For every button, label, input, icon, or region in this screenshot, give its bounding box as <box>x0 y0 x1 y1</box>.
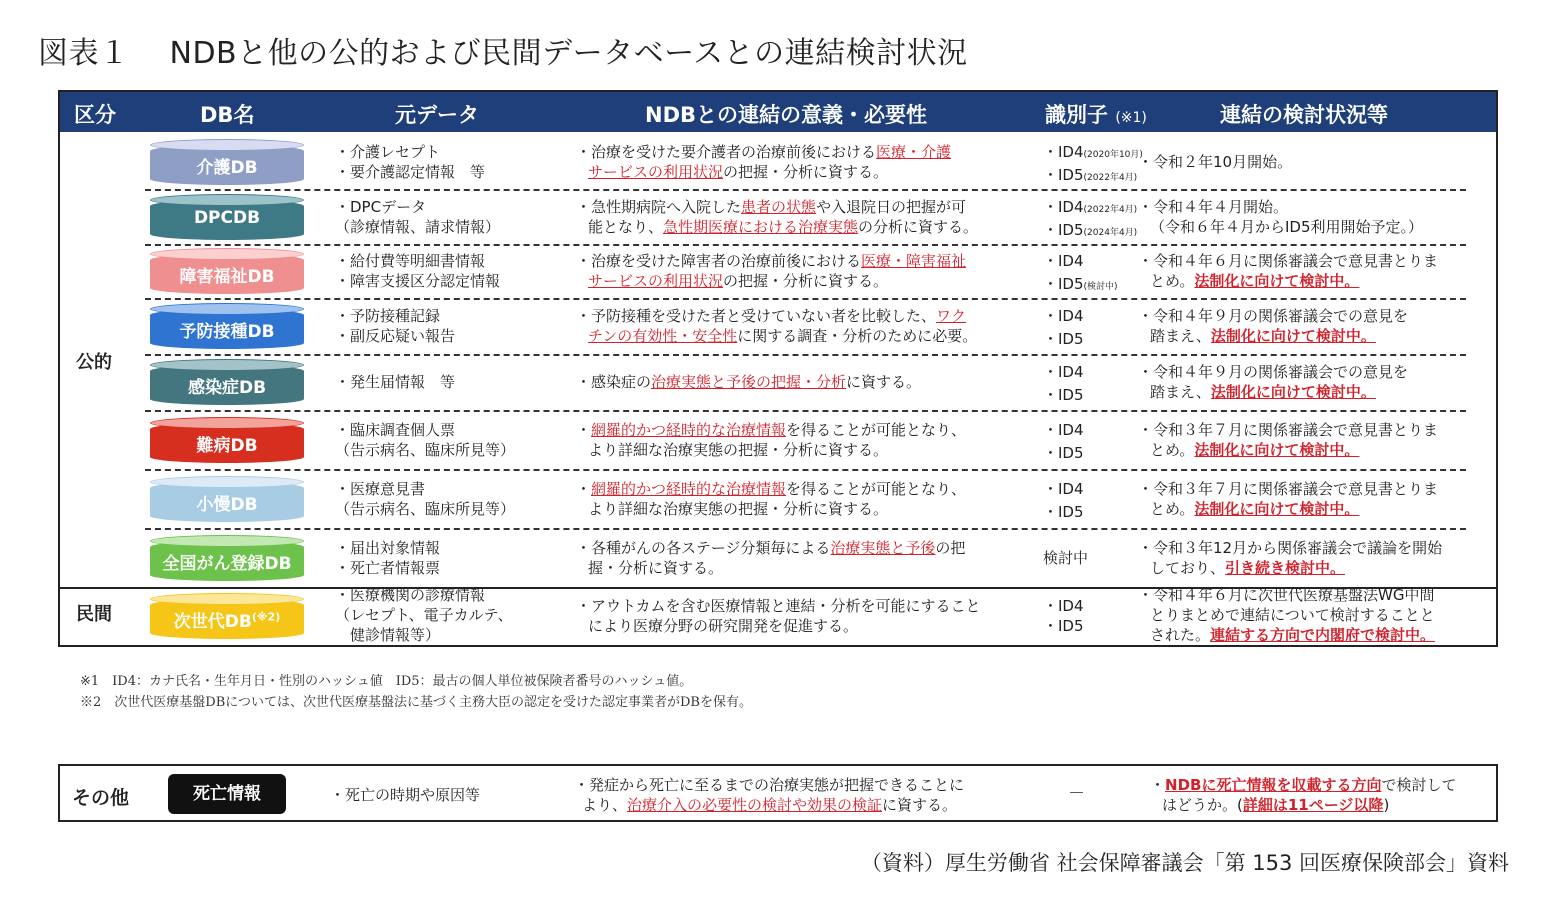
header-dbname: DB名 <box>200 103 255 127</box>
other-significance <box>574 775 964 815</box>
row-source-line: （告示病名、臨床所見等） <box>335 441 516 459</box>
row-status-highlight: 法制化に向けて検討中。 <box>1210 327 1376 345</box>
row-status <box>1138 362 1408 402</box>
db-cylinder <box>150 248 304 294</box>
row-identifier-id5 <box>1043 385 1084 408</box>
row-identifier-value: ・ID4 <box>1043 363 1084 381</box>
row-significance <box>576 420 966 460</box>
db-cylinder-top <box>150 139 304 151</box>
row-significance-text: チンの有効性・安全性 <box>588 327 738 345</box>
row-source <box>335 538 440 578</box>
row-status-highlight: 法制化に向けて検討中。 <box>1194 441 1360 459</box>
row-significance-text: に資する。 <box>846 373 922 391</box>
row-identifier-id5 <box>1043 502 1084 525</box>
row-significance <box>576 372 921 392</box>
row-significance-text: より詳細な治療実態の把握・分析に資する。 <box>588 500 889 518</box>
row-significance-line <box>576 479 966 499</box>
death-info-badge: 死亡情報 <box>168 774 286 814</box>
other-significance-line: ・発症から死亡に至るまでの治療実態が把握できることに <box>574 776 965 794</box>
row-identifier-id4 <box>1043 197 1137 220</box>
row-source <box>335 197 500 237</box>
private-status-text: された。 <box>1150 626 1211 644</box>
db-name: 介護DB <box>196 158 258 178</box>
other-significance-line <box>574 795 964 815</box>
row-identifier-value: ・ID5 <box>1043 386 1084 404</box>
row-significance-line <box>576 440 966 460</box>
row-identifier-date: (2022年4月) <box>1083 173 1138 183</box>
row-significance-highlight: 治療実態と予後 <box>830 539 936 557</box>
row-status-text: とめ。 <box>1150 441 1195 459</box>
header-identifier-note: (※1) <box>1115 110 1147 126</box>
row-identifier-value: ・ID5 <box>1043 221 1084 239</box>
row-significance-text: 能となり、 <box>588 218 664 236</box>
db-cylinder <box>150 535 304 581</box>
private-status-highlight: 連結する方向で内閣府で検討中。 <box>1210 626 1436 644</box>
row-identifier-id4 <box>1043 142 1143 165</box>
table-row <box>60 298 1496 354</box>
row-status-line <box>1138 152 1292 172</box>
figure-title <box>38 28 968 72</box>
db-cylinder <box>150 139 304 185</box>
row-significance-highlight: 治療実態と予後の把握・分析 <box>651 373 847 391</box>
source-citation: （資料）厚生労働省 社会保障審議会「第 153 回医療保険部会」資料 <box>860 851 1509 875</box>
db-name: 予防接種DB <box>179 322 275 342</box>
row-significance <box>576 251 966 291</box>
row-significance-line <box>576 420 966 440</box>
row-significance-highlight: の把握・分析に資する。 <box>723 163 889 181</box>
row-status-line <box>1138 217 1423 237</box>
db-cylinder-top <box>150 303 304 315</box>
row-source-line: ・医療意見書 <box>335 480 426 498</box>
row-identifier-value: ・ID5 <box>1043 275 1084 293</box>
row-source-line: （告示病名、臨床所見等） <box>335 500 516 518</box>
row-identifier-value: ・ID4 <box>1043 480 1084 498</box>
row-identifier-date: (2024年4月) <box>1083 228 1138 238</box>
row-significance <box>576 306 977 346</box>
other-status <box>1150 775 1456 815</box>
row-identifier-date: (検討中) <box>1083 282 1118 292</box>
row-status-line <box>1138 440 1438 460</box>
row-identifier-date: (2022年4月) <box>1083 205 1138 215</box>
row-status <box>1138 306 1408 346</box>
row-identifier-value: ・ID4 <box>1043 252 1084 270</box>
other-table <box>58 764 1498 822</box>
row-status <box>1138 152 1292 172</box>
row-significance-highlight: 急性期医療における治療実態 <box>663 218 859 236</box>
row-status <box>1138 197 1423 237</box>
db-cylinder <box>150 359 304 405</box>
row-significance-line <box>576 271 966 291</box>
row-identifier <box>1043 479 1084 525</box>
row-identifier-id4 <box>1043 251 1118 274</box>
row-source-line: ・届出対象情報 <box>335 539 441 557</box>
db-name: 全国がん登録DB <box>162 554 292 574</box>
row-status-line <box>1138 306 1408 326</box>
db-cylinder <box>150 303 304 349</box>
row-source-line: （診療情報、請求情報） <box>335 218 501 236</box>
row-status-line <box>1138 362 1408 382</box>
row-significance <box>576 142 951 182</box>
db-cylinder <box>150 593 304 639</box>
section-private-label: 民間 <box>76 604 112 625</box>
section-public-label: 公的 <box>76 352 112 373</box>
row-identifier-value: ・ID4 <box>1043 143 1084 161</box>
row-significance-text: の分析に資する。 <box>858 218 979 236</box>
row-identifier <box>1043 251 1118 297</box>
row-significance-highlight: 網羅的かつ経時的な治療情報 <box>591 421 787 439</box>
row-significance-text: ・感染症の <box>576 373 652 391</box>
row-significance <box>576 479 966 519</box>
private-status-line: ・令和４年６月に次世代医療基盤法WG中間 <box>1138 586 1435 604</box>
header-status: 連結の検討状況等 <box>1220 103 1388 127</box>
private-source-line: （レセプト、電子カルテ、 <box>335 606 513 624</box>
row-significance-text: サービスの利用状況 <box>588 163 724 181</box>
private-status-line <box>1138 625 1435 645</box>
row-status-text: とめ。 <box>1150 272 1195 290</box>
row-significance-line <box>576 197 978 217</box>
row-significance-line <box>576 372 921 392</box>
row-identifier-date: (2020年10月) <box>1083 150 1143 160</box>
other-status-line <box>1150 775 1456 795</box>
other-status-text: はどうか。( <box>1162 796 1243 814</box>
other-significance-text: に資する。 <box>882 796 958 814</box>
table-row <box>60 354 1496 410</box>
main-table <box>58 90 1498 647</box>
table-row <box>60 135 1496 189</box>
row-identifier-value: ・ID4 <box>1043 198 1084 216</box>
row-significance-text: ・ <box>576 421 592 439</box>
db-cylinder-top <box>150 194 304 206</box>
row-status-text: ・令和４年６月に関係審議会で意見書とりま <box>1138 252 1439 270</box>
row-significance-highlight: 医療・障害福祉 <box>861 252 967 270</box>
row-source-line: ・要介護認定情報 等 <box>335 163 486 181</box>
row-significance-highlight: 患者の状態 <box>741 198 817 216</box>
row-source-line: ・DPCデータ <box>335 198 427 216</box>
row-status-text: ・令和３年７月に関係審議会で意見書とりま <box>1138 421 1439 439</box>
row-significance-text: ・各種がんの各ステージ分類毎による <box>576 539 831 557</box>
row-significance-line <box>576 326 977 346</box>
row-identifier-id5 <box>1043 329 1084 352</box>
row-status-text: （令和６年４月からID5利用開始予定。） <box>1150 218 1424 236</box>
db-cylinder-top <box>150 476 304 488</box>
row-identifier-id4 <box>1043 548 1088 571</box>
row-identifier-id5 <box>1043 220 1137 243</box>
row-status-highlight: 法制化に向けて検討中。 <box>1194 272 1360 290</box>
private-source <box>335 585 513 645</box>
db-name-text: 次世代DB <box>173 612 252 632</box>
db-name <box>150 607 304 632</box>
private-source-line: ・医療機関の診療情報 <box>335 586 486 604</box>
db-cylinder <box>150 476 304 522</box>
row-source-line: ・介護レセプト <box>335 143 441 161</box>
other-status-line <box>1150 795 1456 815</box>
row-status-line <box>1138 558 1442 578</box>
row-source-line: ・死亡者情報票 <box>335 559 441 577</box>
table-row <box>60 469 1496 528</box>
row-identifier <box>1043 197 1137 243</box>
row-status-line <box>1138 382 1408 402</box>
row-identifier <box>1043 142 1143 188</box>
db-cylinder-top <box>150 593 304 605</box>
db-name: 小慢DB <box>196 495 258 515</box>
row-significance-text: より詳細な治療実態の把握・分析に資する。 <box>588 441 889 459</box>
row-status-text: ・令和４年９月の関係審議会での意見を <box>1138 307 1409 325</box>
other-status-text: ・ <box>1150 776 1166 794</box>
row-significance-text: ・ <box>576 480 592 498</box>
table-header <box>60 92 1496 132</box>
db-cylinder <box>150 194 304 240</box>
other-identifier: － <box>1068 784 1085 804</box>
db-name: DPCDB <box>193 208 261 228</box>
row-significance-text: 握・分析に資する。 <box>588 559 724 577</box>
row-identifier-id4 <box>1043 306 1084 329</box>
row-status-text: ・令和３年７月に関係審議会で意見書とりま <box>1138 480 1439 498</box>
row-identifier <box>1043 362 1084 408</box>
private-identifier-id4: ・ID4 <box>1043 597 1084 615</box>
header-identifier <box>1045 99 1147 129</box>
row-significance-line <box>576 499 966 519</box>
row-status-highlight: 引き続き検討中。 <box>1225 559 1346 577</box>
row-significance-line <box>576 217 978 237</box>
row-status-text: ・令和４年９月の関係審議会での意見を <box>1138 363 1409 381</box>
row-significance-line <box>576 162 951 182</box>
db-cylinder-top <box>150 359 304 371</box>
figure-number: 図表１ <box>38 36 130 71</box>
row-significance-text: や入退院日の把握が可 <box>816 198 967 216</box>
row-identifier-value: ・ID5 <box>1043 503 1084 521</box>
private-significance-line: ・アウトカムを含む医療情報と連結・分析を可能にすること <box>576 597 981 615</box>
row-identifier-id5 <box>1043 443 1084 466</box>
row-status <box>1138 479 1438 519</box>
row-significance-line <box>576 558 965 578</box>
row-status-line <box>1138 326 1408 346</box>
row-identifier-value: ・ID5 <box>1043 166 1084 184</box>
other-status-highlight: 詳細は11ページ以降 <box>1242 796 1384 814</box>
row-identifier-id5 <box>1043 165 1143 188</box>
row-source <box>335 142 485 182</box>
row-significance-text: ・予防接種を受けた者と受けていない者を比較した、 <box>576 307 937 325</box>
header-kubun: 区分 <box>74 103 116 127</box>
row-identifier-value: 検討中 <box>1043 549 1089 567</box>
row-status-text: ・令和４年４月開始。 <box>1138 198 1289 216</box>
row-significance-text: ・治療を受けた要介護者の治療前後における <box>576 143 877 161</box>
private-status <box>1138 585 1435 645</box>
row-significance-text: サービスの利用状況 <box>588 272 724 290</box>
row-significance-line <box>576 251 966 271</box>
row-significance-highlight: 医療・介護 <box>876 143 952 161</box>
row-significance-highlight: ワク <box>936 307 967 325</box>
row-status-line <box>1138 499 1438 519</box>
row-significance-text: ・急性期病院へ入院した <box>576 198 742 216</box>
row-identifier-value: ・ID4 <box>1043 307 1084 325</box>
row-status-highlight: 法制化に向けて検討中。 <box>1210 383 1376 401</box>
db-cylinder-top <box>150 535 304 547</box>
row-source-line: ・予防接種記録 <box>335 307 441 325</box>
other-source: ・死亡の時期や原因等 <box>330 786 481 804</box>
row-source-line: ・臨床調査個人票 <box>335 421 456 439</box>
row-identifier-id5 <box>1043 274 1118 297</box>
row-source <box>335 306 455 346</box>
footnote-2: ※2 次世代医療基盤DBについては、次世代医療基盤法に基づく主務大臣の認定を受けた認定事業者がDBを保有。 <box>80 695 752 710</box>
table-row <box>60 528 1496 588</box>
row-status-text: しており、 <box>1150 559 1226 577</box>
row-significance-highlight: に関する調査・分析のために必要。 <box>737 327 978 345</box>
row-status-text: 踏まえ、 <box>1150 327 1211 345</box>
row-significance <box>576 197 978 237</box>
header-identifier-text: 識別子 <box>1045 103 1108 127</box>
row-significance-line <box>576 306 977 326</box>
row-status-highlight: 法制化に向けて検討中。 <box>1194 500 1360 518</box>
db-name: 感染症DB <box>187 378 267 398</box>
row-identifier-id4 <box>1043 362 1084 385</box>
row-status-line <box>1138 251 1438 271</box>
row-status-line <box>1138 420 1438 440</box>
row-status-text: ・令和２年10月開始。 <box>1138 153 1293 171</box>
row-status-text: とめ。 <box>1150 500 1195 518</box>
other-significance-text: より、 <box>582 796 628 814</box>
row-source-line: ・給付費等明細書情報 <box>335 252 486 270</box>
section-other-label: その他 <box>72 787 130 809</box>
db-name: 難病DB <box>196 436 258 456</box>
row-significance-text: ・治療を受けた障害者の治療前後における <box>576 252 862 270</box>
row-significance-highlight: の把握・分析に資する。 <box>723 272 889 290</box>
other-significance-highlight: 治療介入の必要性の検討や効果の検証 <box>627 796 883 814</box>
row-source <box>335 251 500 291</box>
row-source <box>335 479 515 519</box>
row-source <box>335 372 455 392</box>
other-status-text: ) <box>1383 796 1390 814</box>
header-significance: NDBとの連結の意義・必要性 <box>645 103 928 127</box>
private-source-line: 健診情報等） <box>335 626 441 644</box>
row-identifier <box>1043 420 1084 466</box>
db-cylinder-top <box>150 248 304 260</box>
row-status-line <box>1138 538 1442 558</box>
row-significance-text: を得ることが可能となり、 <box>786 421 967 439</box>
row-significance <box>576 538 965 578</box>
db-name-note: (※2) <box>251 610 281 624</box>
row-status-line <box>1138 271 1438 291</box>
other-status-text: で検討して <box>1381 776 1457 794</box>
row-identifier-id4 <box>1043 479 1084 502</box>
row-identifier-value: ・ID5 <box>1043 330 1084 348</box>
private-status-line: とりまとめで連結について検討することと <box>1150 606 1435 624</box>
row-significance-text: の把 <box>935 539 966 557</box>
db-cylinder-top <box>150 417 304 429</box>
header-source: 元データ <box>395 103 479 127</box>
private-identifier <box>1043 596 1084 636</box>
row-source-line: ・発生届情報 等 <box>335 373 456 391</box>
row-identifier-value: ・ID4 <box>1043 421 1084 439</box>
row-status-text: 踏まえ、 <box>1150 383 1211 401</box>
row-identifier-id4 <box>1043 420 1084 443</box>
row-status <box>1138 538 1442 578</box>
row-identifier-value: ・ID5 <box>1043 444 1084 462</box>
row-status <box>1138 251 1438 291</box>
table-row <box>60 244 1496 298</box>
other-status-highlight: NDBに死亡情報を収載する方向 <box>1165 776 1382 794</box>
row-status-line <box>1138 479 1438 499</box>
table-row <box>60 410 1496 469</box>
row-source <box>335 420 515 460</box>
private-row <box>60 586 1496 647</box>
row-status <box>1138 420 1438 460</box>
row-status-line <box>1138 197 1423 217</box>
row-source-line: ・副反応疑い報告 <box>335 327 456 345</box>
row-identifier <box>1043 306 1084 352</box>
private-identifier-id5: ・ID5 <box>1043 617 1084 635</box>
row-significance-line <box>576 142 951 162</box>
table-row <box>60 189 1496 244</box>
row-status-text: ・令和３年12月から関係審議会で議論を開始 <box>1138 539 1443 557</box>
row-significance-text: を得ることが可能となり、 <box>786 480 967 498</box>
private-significance-line: により医療分野の研究開発を促進する。 <box>588 617 859 635</box>
row-identifier <box>1043 548 1088 571</box>
row-significance-line <box>576 538 965 558</box>
row-source-line: ・障害支援区分認定情報 <box>335 272 501 290</box>
db-cylinder <box>150 417 304 463</box>
footnote-1: ※1 ID4：カナ氏名・生年月日・性別のハッシュ値 ID5：最古の個人単位被保険者番号のハッシュ値。 <box>80 674 693 689</box>
db-name: 障害福祉DB <box>179 267 275 287</box>
private-significance <box>576 596 981 636</box>
row-significance-highlight: 網羅的かつ経時的な治療情報 <box>591 480 787 498</box>
figure-title-text: NDBと他の公的および民間データベースとの連結検討状況 <box>169 36 968 71</box>
